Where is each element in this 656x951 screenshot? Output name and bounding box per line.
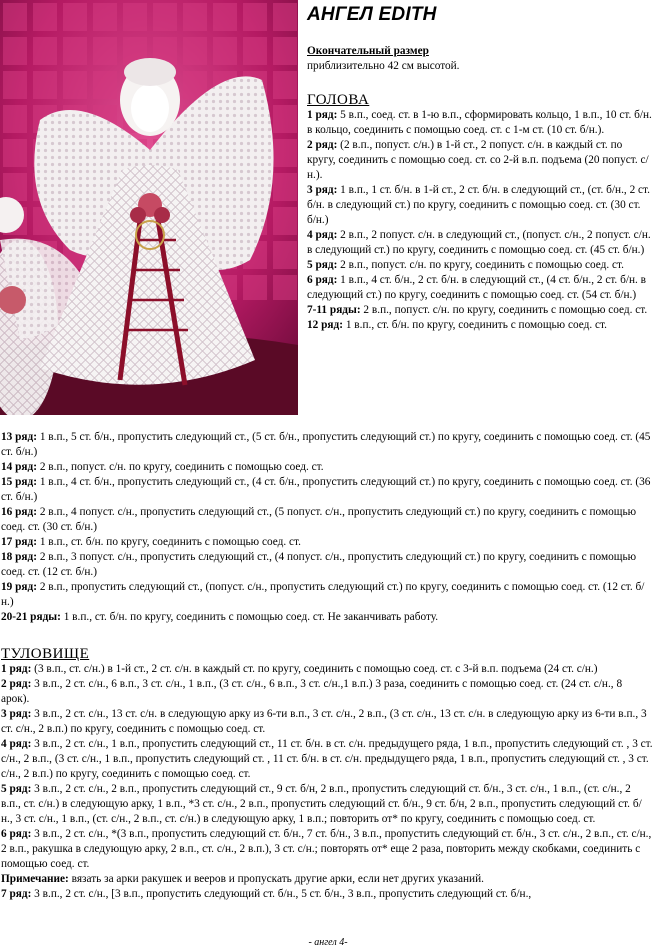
row-label: 6 ряд: — [307, 274, 338, 286]
angel-photo-illustration — [0, 0, 298, 415]
row-label: 5 ряд: — [1, 783, 32, 795]
instruction-row — [1, 505, 653, 535]
row-label: 13 ряд: — [1, 431, 37, 443]
instruction-row — [1, 662, 653, 677]
row-text: 1 в.п., ст. б/н. по кругу, соединить с помощью соед. ст. — [343, 319, 607, 331]
instruction-row — [1, 872, 653, 887]
row-label: 7 ряд: — [1, 888, 32, 900]
row-label: 14 ряд: — [1, 461, 37, 473]
row-label: Примечание: — [1, 873, 69, 885]
row-text: 2 в.п., 2 попуст. с/н. в следующий ст., (попуст. с/н., 2 попуст. с/н. в следующий ст.) по кругу, соединить с помощью соед. ст. (45 ст. б/н.) — [307, 229, 651, 256]
instruction-row — [1, 610, 653, 625]
row-text: 3 в.п., 2 ст. с/н., 1 в.п., пропустить следующий ст., 11 ст. б/н. в ст. с/н. предыдущего ряда, 1 в.п., пропустить следующий ст. , 3 ст. с/н., 2 в.п., (3 ст. с/н., 1 в.п., пропустить следующий ст. , 11 ст. б/н. в ст. с/н. предыдущего ряда, 1 в.п., пропустить следующий ст. , 3 ст. с/н., 2 в.п.) по кругу, соединить с помощью соед. ст. — [1, 738, 653, 780]
row-label: 1 ряд: — [307, 109, 338, 121]
instruction-row — [1, 460, 653, 475]
row-label: 18 ряд: — [1, 551, 37, 563]
instruction-row — [307, 108, 652, 138]
instruction-row — [307, 258, 652, 273]
row-text: 2 в.п., попуст. с/н. по кругу, соединить с помощью соед. ст. — [37, 461, 324, 473]
row-label: 3 ряд: — [307, 184, 338, 196]
instruction-row — [307, 138, 652, 183]
row-text: 2 в.п., попуст. с/н. по кругу, соединить с помощью соед. ст. — [337, 259, 624, 271]
row-label: 19 ряд: — [1, 581, 37, 593]
instruction-row — [1, 677, 653, 707]
instruction-row — [307, 183, 652, 228]
row-text: 3 в.п., 2 ст. с/н., *(3 в.п., пропустить следующий ст. б/н., 7 ст. б/н., 3 в.п., пропустить следующий ст. б/н., 3 ст. с/н., 2 в.п., ст. с/н., 2 в.п., ракушка в следующую арку, 2 в.п., ст. с/н., 2 в.п.), 3 ст. с/н.; повторять от* еще 2 раза, повторить между скобками, соединить с помощью соед. ст. — [1, 828, 652, 870]
row-text: вязать за арки ракушек и вееров и пропускать другие арки, если нет других указаний. — [68, 873, 484, 885]
row-text: 3 в.п., 2 ст. с/н., 2 в.п., пропустить следующий ст., 9 ст. б/н, 2 в.п., пропустить следующий ст. б/н., 3 ст. с/н., 1 в.п., (ст. с/н., 2 в.п., ст. с/н.) в следующую арку, 1 в.п., *3 ст. с/н., 2 в.п., пропустить следующий ст. б/н., 9 ст. б/н, 2 в.п., пропустить следующий ст. б/н., 3 ст. с/н., 1 в.п., (ст. с/н., 2 в.п., ст. с/н.) в следующую арку, 1 в.п.; повторить от* по кругу, соединить с помощью соед. ст. — [1, 783, 642, 825]
row-text: 1 в.п., ст. б/н. по кругу, соединить с помощью соед. ст. Не заканчивать работу. — [60, 611, 439, 623]
head-section-title: ГОЛОВА — [307, 92, 370, 108]
instruction-row — [307, 273, 652, 303]
row-label: 2 ряд: — [1, 678, 32, 690]
row-label: 16 ряд: — [1, 506, 37, 518]
row-text: 3 в.п., 2 ст. с/н., 13 ст. с/н. в следующую арку из 6-ти в.п., 3 ст. с/н., 2 в.п., (3 ст. с/н., 13 ст. с/н. в следующую арку из 6-ти в.п., 3 ст. с/н., 2 в.п.) по кругу, соединить с помощью соед. ст. — [1, 708, 647, 735]
instruction-row — [1, 707, 653, 737]
row-label: 1 ряд: — [1, 663, 32, 675]
row-text: (2 в.п., попуст. с/н.) в 1-й ст., 2 попуст. с/н. в каждый ст. по кругу, соединить с помощью соед. ст. со 2-й в.п. подъема (20 попуст. с/н.). — [307, 139, 649, 181]
page-title: АНГЕЛ EDITH — [307, 4, 437, 25]
row-text: 2 в.п., попуст. с/н. по кругу, соединить с помощью соед. ст. — [360, 304, 648, 316]
row-label: 3 ряд: — [1, 708, 32, 720]
row-label: 5 ряд: — [307, 259, 338, 271]
row-text: 2 в.п., 4 попуст. с/н., пропустить следующий ст., (5 попуст. с/н., пропустить следующий ст.) по кругу, соединить с помощью соед. ст. (30 ст. б/н.) — [1, 506, 637, 533]
row-label: 6 ряд: — [1, 828, 32, 840]
instruction-row — [307, 303, 652, 318]
head-rows-side — [307, 108, 652, 333]
body-section-title: ТУЛОВИЩЕ — [1, 646, 90, 662]
head-rows-full — [1, 430, 653, 625]
instruction-row — [1, 475, 653, 505]
row-label: 4 ряд: — [307, 229, 338, 241]
row-label: 17 ряд: — [1, 536, 37, 548]
row-label: 4 ряд: — [1, 738, 32, 750]
page-footer: - ангел 4- — [308, 937, 348, 948]
instruction-row — [1, 535, 653, 550]
body-block — [1, 646, 653, 902]
instruction-row — [1, 550, 653, 580]
head-rows-full-block — [1, 430, 653, 625]
instruction-row — [1, 827, 653, 872]
instruction-row — [1, 580, 653, 610]
row-text: 1 в.п., 1 ст. б/н. в 1-й ст., 2 ст. б/н. в следующий ст., (ст. б/н., 2 ст. б/н. в следующий ст.) по кругу, соединить с помощью соед. ст. (30 ст. б/н.) — [307, 184, 650, 226]
row-text: 2 в.п., 3 попуст. с/н., пропустить следующий ст., (4 попуст. с/н., пропустить следующий ст.) по кругу, соединить с помощью соед. ст. (12 ст. б/н.) — [1, 551, 637, 578]
row-text: 1 в.п., 5 ст. б/н., пропустить следующий ст., (5 ст. б/н., пропустить следующий ст.) по кругу, соединить с помощью соед. ст. (45 ст. б/н.) — [1, 431, 651, 458]
instruction-row — [1, 887, 653, 902]
row-text: (3 в.п., ст. с/н.) в 1-й ст., 2 ст. с/н. в каждый ст. по кругу, соединить с помощью соед. ст. с 3-й в.п. подъема (24 ст. с/н.) — [31, 663, 598, 675]
instruction-row — [1, 782, 653, 827]
row-text: 5 в.п., соед. ст. в 1-ю в.п., сформировать кольцо, 1 в.п., 10 ст. б/н. в кольцо, соединить с помощью соед. ст. с 1-м ст. (10 ст. б/н.). — [307, 109, 652, 136]
size-text: приблизительно 42 см высотой. — [307, 60, 460, 72]
row-text: 2 в.п., пропустить следующий ст., (попуст. с/н., пропустить следующий ст.) по кругу, соединить с помощью соед. ст. (12 ст. б/н.) — [1, 581, 645, 608]
instruction-row — [1, 737, 653, 782]
row-label: 2 ряд: — [307, 139, 338, 151]
row-label: 7-11 ряды: — [307, 304, 361, 316]
instruction-row — [307, 318, 652, 333]
instruction-row — [307, 228, 652, 258]
row-label: 20-21 ряды: — [1, 611, 61, 623]
row-label: 15 ряд: — [1, 476, 37, 488]
size-heading: Окончательный размер — [307, 45, 429, 57]
row-text: 3 в.п., 2 ст. с/н., [3 в.п., пропустить следующий ст. б/н., 5 ст. б/н., 3 в.п., пропустить следующий ст. б/н., — [31, 888, 532, 900]
row-label: 12 ряд: — [307, 319, 343, 331]
right-column — [307, 4, 652, 333]
angel-photo — [0, 0, 298, 415]
instruction-row — [1, 430, 653, 460]
row-text: 1 в.п., ст. б/н. по кругу, соединить с помощью соед. ст. — [37, 536, 301, 548]
body-rows — [1, 662, 653, 902]
row-text: 1 в.п., 4 ст. б/н., 2 ст. б/н. в следующий ст., (4 ст. б/н., 2 ст. б/н. в следующий ст.) по кругу, соединить с помощью соед. ст. (54 ст. б/н.) — [307, 274, 646, 301]
row-text: 3 в.п., 2 ст. с/н., 6 в.п., 3 ст. с/н., 1 в.п., (3 ст. с/н., 6 в.п., 3 ст. с/н.,1 в.п.) 3 раза, соединить с помощью соед. ст. (24 ст. с/н., 8 арок). — [1, 678, 623, 705]
row-text: 1 в.п., 4 ст. б/н., пропустить следующий ст., (4 ст. б/н., пропустить следующий ст.) по кругу, соединить с помощью соед. ст. (36 ст. б/н.) — [1, 476, 651, 503]
